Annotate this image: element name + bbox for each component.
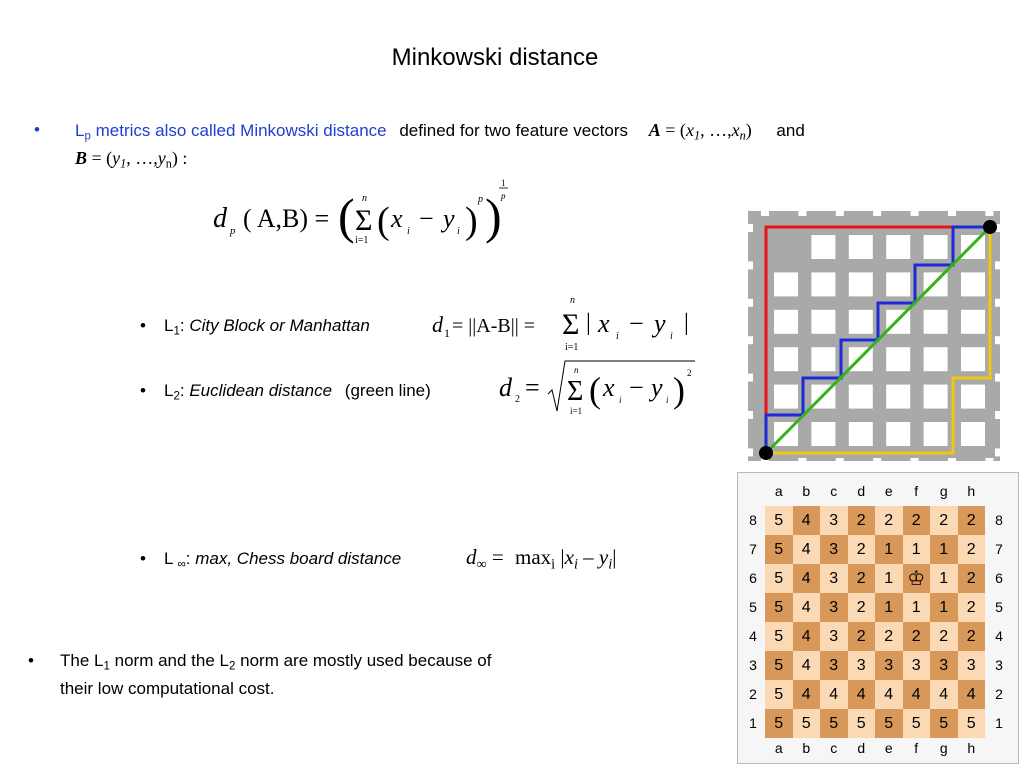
chess-distance-cell: 5	[765, 593, 793, 622]
formula-minus: −	[419, 204, 434, 233]
chess-distance-cell: 2	[958, 622, 986, 651]
rank-label: 6	[749, 570, 757, 586]
minkowski-formula	[205, 175, 535, 250]
vector-a: $A = (x_1$, $\dots,x_n$)	[648, 120, 752, 143]
chess-distance-cell: 1	[875, 535, 903, 564]
formula-y: y	[443, 204, 455, 233]
file-label: f	[914, 483, 919, 499]
rank-label: 1	[995, 715, 1003, 731]
l1-sum-top: n	[570, 295, 575, 306]
chess-distance-cell: 2	[958, 506, 986, 535]
chess-distance-cell: 4	[793, 564, 821, 593]
chess-distance-cell: 3	[930, 651, 958, 680]
chess-distance-cell: 3	[820, 506, 848, 535]
l2-sq: 2	[687, 368, 692, 378]
l1-bullet: •	[140, 316, 146, 335]
l2-d-sub: 2	[515, 394, 520, 405]
rank-label: 2	[995, 686, 1003, 702]
l1-d-sub: 1	[444, 326, 450, 340]
l2-d: d	[499, 373, 512, 402]
chess-distance-cell: 2	[848, 535, 876, 564]
chess-distance-cell: 2	[848, 622, 876, 651]
file-label: h	[967, 740, 976, 756]
chess-distance-cell: 3	[903, 651, 931, 680]
l1-sigma: Σ	[562, 308, 580, 341]
l1-y: y	[654, 309, 666, 338]
chess-distance-cell: 2	[958, 535, 986, 564]
intro-line-1	[75, 120, 805, 144]
chess-distance-cell: 2	[848, 564, 876, 593]
rank-label: 1	[749, 715, 757, 731]
chess-distance-cell: 4	[958, 680, 986, 709]
chess-distance-cell: 3	[820, 651, 848, 680]
chess-distance-cell: 1	[875, 564, 903, 593]
chess-distance-cell: 2	[958, 593, 986, 622]
chess-distance-cell: 3	[820, 593, 848, 622]
linf-name: max, Chess board distance	[195, 549, 402, 568]
l2-x: x	[603, 373, 615, 402]
formula-exp-one: 1	[501, 178, 506, 188]
chess-distance-cell: 1	[875, 593, 903, 622]
chess-distance-cell: 2	[930, 622, 958, 651]
white-king-icon: ♔	[903, 564, 931, 593]
file-label: b	[802, 483, 811, 499]
file-label: a	[774, 483, 783, 499]
chess-distance-cell: 5	[875, 709, 903, 738]
note-line-1: The $L_1$ norm and the $L_2$ norm are mostly used because of	[60, 651, 492, 673]
chess-distance-cell: 2	[930, 506, 958, 535]
l2-eq: =	[525, 373, 540, 402]
chess-distance-cell: 5	[958, 709, 986, 738]
linf-label: L $_\infty$: max, Chess board distance	[164, 549, 402, 571]
chess-distance-cell: 1	[930, 535, 958, 564]
formula-y-i: i	[457, 226, 460, 237]
chess-distance-cell: 4	[793, 535, 821, 564]
formula-sigma: Σ	[355, 204, 373, 237]
rank-label: 3	[749, 657, 757, 673]
rank-label: 4	[995, 628, 1003, 644]
l2-name: Euclidean distance	[189, 381, 333, 400]
chess-distance-cell: 1	[930, 593, 958, 622]
l2-y: y	[651, 373, 663, 402]
defined-text: defined for two feature vectors	[399, 121, 629, 140]
formula-inner-close: )	[465, 200, 478, 242]
chess-distance-cell: 1	[903, 593, 931, 622]
chess-distance-cell: 4	[793, 651, 821, 680]
l2-note: (green line)	[344, 381, 431, 400]
chess-distance-cell: 3	[820, 535, 848, 564]
chessboard-figure	[737, 472, 1019, 764]
formula-args: ( A,B) =	[243, 204, 330, 233]
end-point	[983, 220, 997, 234]
formula-p-sub: p	[230, 225, 236, 237]
chess-distance-cell: 5	[848, 709, 876, 738]
chess-distance-cell: 4	[793, 622, 821, 651]
chess-distance-cell: 4	[793, 680, 821, 709]
formula-close-paren: )	[485, 188, 502, 244]
l2-label: $L_2$: Euclidean distance (green line)	[164, 381, 431, 403]
start-point	[759, 446, 773, 460]
chess-distance-cell: 3	[848, 651, 876, 680]
chess-distance-cell: 4	[930, 680, 958, 709]
chess-distance-cell: 4	[848, 680, 876, 709]
chess-distance-cell: 4	[875, 680, 903, 709]
l1-x-i: i	[616, 331, 619, 342]
l2-open: (	[589, 370, 601, 410]
file-label: b	[802, 740, 811, 756]
grid-background	[745, 208, 1003, 463]
formula-inner-open: (	[377, 200, 390, 242]
l2-formula	[495, 356, 700, 421]
chess-distance-cell: 5	[765, 622, 793, 651]
file-label: e	[884, 483, 893, 499]
note-line-2: their low computational cost.	[60, 679, 275, 698]
linf-formula: $d_\infty = \max_i |x_i - y_i|$	[466, 545, 617, 573]
l1-y-i: i	[670, 331, 673, 342]
chess-distance-cell: 3	[820, 564, 848, 593]
rank-label: 6	[995, 570, 1003, 586]
l1-minus: −	[629, 309, 644, 338]
l2-sum-top: n	[574, 365, 579, 375]
l2-sigma: Σ	[567, 376, 584, 407]
chess-distance-cell: 5	[765, 680, 793, 709]
file-label: a	[774, 740, 783, 756]
chess-distance-cell: 5	[820, 709, 848, 738]
l1-name: City Block or Manhattan	[189, 316, 370, 335]
and-text: and	[776, 121, 805, 140]
chess-distance-cell: 4	[903, 680, 931, 709]
rank-label: 7	[995, 541, 1003, 557]
file-label: c	[830, 483, 838, 499]
chess-distance-cell: 4	[820, 680, 848, 709]
chess-distance-cell: 4	[793, 506, 821, 535]
rank-label: 5	[749, 599, 757, 615]
l1-d: d	[432, 312, 443, 337]
l2-close: )	[673, 370, 685, 410]
formula-sum-top: n	[362, 193, 367, 204]
rank-label: 8	[995, 512, 1003, 528]
formula-exp-p: p	[501, 191, 506, 201]
chess-distance-cell: 2	[875, 622, 903, 651]
rank-label: 2	[749, 686, 757, 702]
chess-distance-cell: 2	[848, 593, 876, 622]
slide-title: Minkowski distance	[391, 44, 599, 71]
chess-distance-cell: 5	[930, 709, 958, 738]
intro-bullet: •	[34, 120, 40, 139]
linf-bullet: •	[140, 549, 146, 568]
l2-bullet: •	[140, 381, 146, 400]
l2-y-i: i	[666, 395, 669, 405]
rank-label: 4	[749, 628, 757, 644]
file-label: c	[830, 740, 838, 756]
chess-distance-cell: 2	[958, 564, 986, 593]
chess-distance-cell: 4	[793, 593, 821, 622]
file-label: g	[939, 740, 948, 756]
rank-label: 5	[995, 599, 1003, 615]
chess-distance-cell: 2	[903, 622, 931, 651]
chess-distance-cell: 2	[903, 506, 931, 535]
file-label: g	[939, 483, 948, 499]
chess-distance-cell: 5	[765, 564, 793, 593]
file-label: e	[884, 740, 893, 756]
lp-metrics-label: $L_p$ metrics also called Minkowski distance	[75, 121, 387, 143]
l1-formula	[428, 294, 703, 356]
l1-sum-bottom: i=1	[565, 342, 579, 353]
chess-distance-cell: 1	[903, 535, 931, 564]
chess-distance-cell: 5	[765, 506, 793, 535]
chess-distance-cell: 5	[765, 535, 793, 564]
rank-label: 8	[749, 512, 757, 528]
l1-bar-left: |	[586, 310, 591, 336]
rank-label: 7	[749, 541, 757, 557]
file-label: d	[857, 740, 866, 756]
formula-x: x	[391, 204, 403, 233]
chessboard-grid	[765, 506, 985, 738]
chess-distance-cell: 3	[958, 651, 986, 680]
chess-distance-cell: 5	[903, 709, 931, 738]
chess-distance-cell: 5	[793, 709, 821, 738]
l1-norm: = ||A-B|| =	[452, 315, 536, 337]
formula-x-i: i	[407, 226, 410, 237]
formula-open-paren: (	[338, 188, 355, 244]
file-label: h	[967, 483, 976, 499]
grid-distance-figure	[745, 208, 1005, 463]
chess-distance-cell: 5	[765, 709, 793, 738]
chess-distance-cell: 2	[875, 506, 903, 535]
vector-b: $B = (y_1$, $\dots,y_n$) :	[75, 148, 188, 171]
chess-distance-cell: 5	[765, 651, 793, 680]
l1-label: $L_1$: City Block or Manhattan	[164, 316, 370, 338]
chess-distance-cell: 1	[930, 564, 958, 593]
file-label: d	[857, 483, 866, 499]
chess-distance-cell: 3	[820, 622, 848, 651]
l2-x-i: i	[619, 395, 622, 405]
formula-d: d	[213, 203, 227, 234]
formula-sum-bottom: i=1	[355, 235, 369, 246]
formula-p-exp: p	[478, 194, 483, 205]
chess-distance-cell: 2	[848, 506, 876, 535]
l1-x: x	[598, 309, 610, 338]
note-bullet: •	[28, 651, 34, 670]
l2-sum-bottom: i=1	[570, 406, 583, 416]
l1-bar-right: |	[684, 310, 689, 336]
chess-distance-cell: 3	[875, 651, 903, 680]
l2-minus: −	[629, 373, 644, 402]
file-label: f	[914, 740, 919, 756]
rank-label: 3	[995, 657, 1003, 673]
